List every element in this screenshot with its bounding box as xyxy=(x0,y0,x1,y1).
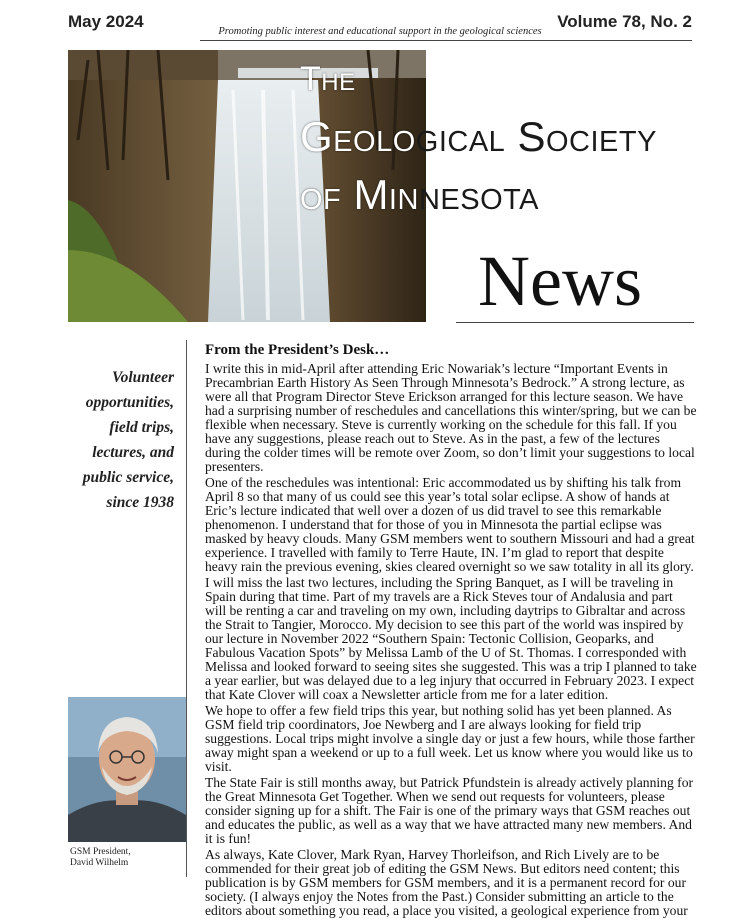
quote-line: public service, xyxy=(82,469,174,486)
news-title: News xyxy=(478,241,642,321)
caption-line-2: David Wilhelm xyxy=(70,858,129,868)
article-paragraph: The State Fair is still months away, but Patrick Pfundstein is already actively planning for the Great Minnesota Get Together. When we send out requests for volunteers, please consider signing up for a shift. The Fair is one of the primary ways that GSM reaches out and educates the public, as well as a way that we have attracted many new members. And it is fun! xyxy=(205,775,694,846)
title-line-1: The xyxy=(300,60,356,98)
volume-number: Volume 78, No. 2 xyxy=(557,12,692,31)
quote-line: field trips, xyxy=(109,419,174,436)
article-paragraph: I write this in mid-April after attending Eric Nowariak’s lecture “Important Events in Precambrian Earth History As Seen Through Minnesota’s Bedrock.” A strong lecture, as were all that Program Director Steve Erickson arranged for this lecture season. We have had a surprising number of reschedules and cancellations this winter/spring, but we can be flexible when necessary. Steve is currently working on the schedule for this fall. If you have any suggestions, please reach out to Steve. As in the past, a few of the lectures during the colder times will be remote over Zoom, so don’t limit your suggestions to local presenters. xyxy=(205,361,697,474)
sidebar-quote xyxy=(68,365,174,515)
issue-date: May 2024 xyxy=(68,12,144,31)
caption-line-1: GSM President, xyxy=(70,847,131,857)
title-line-3-part-1: of Min xyxy=(300,171,419,218)
quote-line: opportunities, xyxy=(85,394,174,411)
title-line-2-part-1: Geolo xyxy=(300,113,416,160)
quote-line: lectures, and xyxy=(92,444,174,461)
presidents-article xyxy=(205,342,697,920)
title-line-2-part-2: gical Society xyxy=(415,113,657,160)
article-heading: From the President’s Desk… xyxy=(205,342,390,358)
news-rule xyxy=(456,322,694,323)
quote-line: Volunteer xyxy=(111,369,174,386)
article-paragraph: One of the reschedules was intentional: Eric accommodated us by shifting his talk from April 8 so that many of us could see this year’s total solar eclipse. A show of hands at Eric’s lecture indicated that well over a dozen of us did travel to see this remarkable phenomenon. I understand that for those of you in Minnesota the partial eclipse was masked by heavy clouds. Many GSM members went to southern Missouri and had a great experience. I travelled with family to Terre Haute, IN. I’m glad to report that despite heavy rain the previous evening, skies cleared overnight so we saw totality in all its glory. xyxy=(205,475,695,574)
title-line-3-part-2: nesota xyxy=(418,171,540,218)
article-paragraph: We hope to offer a few field trips this year, but nothing solid has yet been planned. As GSM field trip coordinators, Joe Newberg and I are always looking for field trip suggestions. Local trips might involve a single day or just a few hours, while those farther away might span a weekend or up to a full week. Let us know where you would like us to visit. xyxy=(205,703,695,774)
article-paragraph: As always, Kate Clover, Mark Ryan, Harvey Thorleifson, and Rich Lively are to be commended for their great job of editing the GSM News. But editors need content; this publication is by GSM members for GSM members, and it is a permanent record for our society. (I always enjoy the Notes from the Past.) Consider submitting an article to the editors about something you read, a place you visited, a geological experience from your xyxy=(205,847,688,918)
header-rule xyxy=(200,40,692,41)
photo-caption xyxy=(70,847,180,869)
quote-line: since 1938 xyxy=(106,494,174,511)
column-divider xyxy=(186,340,187,877)
president-photo xyxy=(68,697,186,842)
tagline: Promoting public interest and educational support in the geological sciences xyxy=(218,26,542,37)
article-paragraph: I will miss the last two lectures, including the Spring Banquet, as I will be traveling in Spain during that time. Part of my travels are a Rick Steves tour of Andalusia and part will be renting a car and traveling on my own, including daytrips to Gibraltar and across the Strait to Tangier, Morocco. My decision to see this part of the world was inspired by our lecture in November 2022 “Southern Spain: Tectonic Collision, Geoparks, and Fabulous Vacation Spots” by Melissa Lamb of the U of St. Thomas. I corresponded with Melissa and looked forward to seeing sites she suggested. This was a trip I planned to take a year earlier, but was delayed due to a leg injury that occurred in February 2023. I expect that Kate Clover will coax a Newsletter article from me for a later edition. xyxy=(205,575,697,702)
